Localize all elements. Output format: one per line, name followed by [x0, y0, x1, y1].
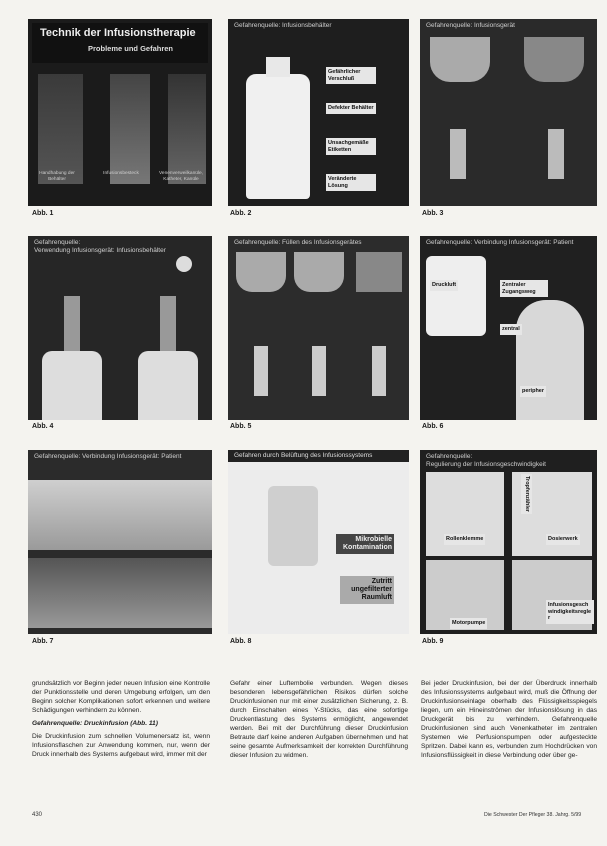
- photo-cannula: [28, 558, 212, 628]
- photo-arm: [28, 480, 212, 550]
- figure-header: Gefahrenquelle: Füllen des Infusionsgerätes: [234, 239, 362, 246]
- figure-label-abb4: Abb. 4: [32, 423, 54, 430]
- bottle-illustration: [246, 74, 310, 199]
- figure-label-abb5: Abb. 5: [230, 423, 252, 430]
- bottle-1: [236, 252, 286, 292]
- figure-label-abb6: Abb. 6: [422, 423, 444, 430]
- figure-label-abb7: Abb. 7: [32, 638, 54, 645]
- figure-label-abb1: Abb. 1: [32, 210, 54, 217]
- tag-tropfenzaehler: Tropfenzähler: [522, 474, 533, 514]
- photo-infusion-set-right: [524, 37, 584, 82]
- figure-title: Technik der Infusionstherapie: [40, 27, 196, 39]
- header-line-1: Gefahrenquelle:: [426, 453, 473, 460]
- figure-header: [34, 239, 206, 255]
- spike-right: [160, 296, 176, 351]
- page-number: 430: [32, 812, 43, 818]
- photo-infusion-set-left: [430, 37, 490, 82]
- warning-box-2: Defekter Behälter: [326, 103, 376, 114]
- photo-tubing: [38, 74, 83, 184]
- photo-drip-chamber: [110, 74, 150, 184]
- tag-rollenklemme: Rollenklemme: [444, 534, 485, 545]
- tag-motorpumpe: Motorpumpe: [450, 618, 487, 629]
- figure-abb3: [420, 19, 597, 206]
- figure-label-abb9: Abb. 9: [422, 638, 444, 645]
- figure-abb9: [420, 450, 597, 634]
- drip-chamber-left: [450, 129, 466, 179]
- figure-header: Gefahrenquelle: Infusionsgerät: [426, 22, 515, 29]
- bottle-right: [138, 351, 198, 420]
- text-column-3: [421, 679, 597, 764]
- warning-box-3: Unsachgemäße Etiketten: [326, 138, 376, 155]
- figure-label-abb2: Abb. 2: [230, 210, 252, 217]
- figure-header: Gefahrenquelle: Verbindung Infusionsgerät: Patient: [426, 239, 574, 246]
- text-column-2: [230, 679, 408, 764]
- figure-abb2: [228, 19, 409, 206]
- tag-druckluft: Druckluft: [430, 280, 458, 291]
- paragraph: Bei jeder Druckinfusion, bei der der Überdruck innerhalb des Infusionssystems aufgebaut wird, muß die Öffnung der Druckinfusionseinlage oberhalb des Flüssigkeitsspiegels liegen, um ein Hineinströmen der Infusionslösung in das Druckgerät bis zu verhindern. Gefahrenquelle Druckinfusionen sind auch Venenkatheter im zentralen Systemen wie Perfusionspumpen oder aufgesteckte Spritzen. Dabei kann es, verbunden zum Hochdrücken von Infusionsflüssigkeit in diese Verbindung oder über ge-: [421, 680, 597, 759]
- figure-label-abb3: Abb. 3: [422, 210, 444, 217]
- paragraph: Gefahr einer Luftembolie verbunden. Wegen dieses besonderen lebensgefährlichen Risikos dürfen solche Druckinfusionen nur mit einer zusätzlichen Sicherung, z. B. durch Einschalten eines Y-Stücks, das eine sofortige Druckentlastung des Systems ermöglicht, angewendet werden. Bei mit der Durchführung dieser Druckinfusion Betraute darf keine anderen Aufgaben übernehmen und hat seine gesamte Aufmerksamkeit der korrekten Durchführung dieser Infusion zu widmen.: [230, 680, 408, 759]
- journal-footer: Die Schwester Der Pfleger 38. Jahrg. 5/99: [484, 812, 582, 818]
- warning-box-1: Gefährlicher Verschluß: [326, 67, 376, 84]
- caption-3: Venenverweilkanüle, Katheter, Kanüle: [158, 171, 203, 182]
- figure-header: [426, 453, 591, 469]
- bottle-2: [294, 252, 344, 292]
- figure-abb8: [228, 450, 409, 634]
- bottle-neck: [266, 57, 290, 77]
- caption-1: Handhabung der Behälter: [39, 171, 75, 182]
- bottle-left: [42, 351, 102, 420]
- figure-abb7: [28, 450, 212, 634]
- figure-header: Gefahren durch Belüftung des Infusionssystems: [228, 450, 409, 462]
- tag-peripher: peripher: [520, 386, 546, 397]
- pictogram-icon: [176, 256, 192, 272]
- chamber-3: [372, 346, 386, 396]
- figure-header: Gefahrenquelle: Infusionsbehälter: [234, 22, 332, 29]
- patient-silhouette: [516, 300, 584, 420]
- box-raumluft: Zutritt ungefilterter Raumluft: [340, 576, 394, 604]
- chamber-1: [254, 346, 268, 396]
- tag-zentral: zentral: [500, 324, 522, 335]
- header-line-2: Verwendung Infusionsgerät: Infusionsbehälter: [34, 247, 166, 254]
- spike-left: [64, 296, 80, 351]
- bottle-3: [356, 252, 402, 292]
- figure-abb6: [420, 236, 597, 420]
- box-kontamination: Mikrobielle Kontamination: [336, 534, 394, 554]
- figure-label-abb8: Abb. 8: [230, 638, 252, 645]
- text-column-1: [32, 679, 210, 763]
- figure-abb5: [228, 236, 409, 420]
- drip-chamber-right: [548, 129, 564, 179]
- infusion-bag: [268, 486, 318, 566]
- paragraph: Die Druckinfusion zum schnellen Volumenersatz ist, wenn Infusionsflaschen zur Anwendung kommen, nur, wenn der Druck innerhalb des Systems aufgebaut wird, immer mit der: [32, 733, 210, 758]
- figure-abb1: [28, 19, 212, 206]
- paragraph: grundsätzlich vor Beginn jeder neuen Infusion eine Kontrolle der Punktionsstelle und deren Umgebung erfolgen, um den Beginn solcher Komplikationen sofort erkennen und weitere Schädigungen verhindern zu können.: [32, 680, 210, 714]
- figure-header: Gefahrenquelle: Verbindung Infusionsgerät: Patient: [34, 453, 182, 460]
- tag-dosierwerk: Dosierwerk: [546, 534, 580, 545]
- caption-2: Infusionsbesteck: [103, 171, 139, 176]
- header-line-2: Regulierung der Infusionsgeschwindigkeit: [426, 461, 546, 468]
- infusion-bag: [426, 256, 486, 336]
- header-line-1: Gefahrenquelle:: [34, 239, 81, 246]
- chamber-2: [312, 346, 326, 396]
- figure-subtitle: Probleme und Gefahren: [88, 44, 174, 53]
- figure-abb4: [28, 236, 212, 420]
- tag-zugangsweg: Zentraler Zugangsweg: [500, 280, 548, 297]
- warning-box-4: Veränderte Lösung: [326, 174, 376, 191]
- photo-cannula: [168, 74, 206, 184]
- subheading: Gefahrenquelle: Druckinfusion (Abb. 11): [32, 720, 158, 727]
- tag-regler: Infusionsgeschwindigkeitsregler: [546, 600, 594, 624]
